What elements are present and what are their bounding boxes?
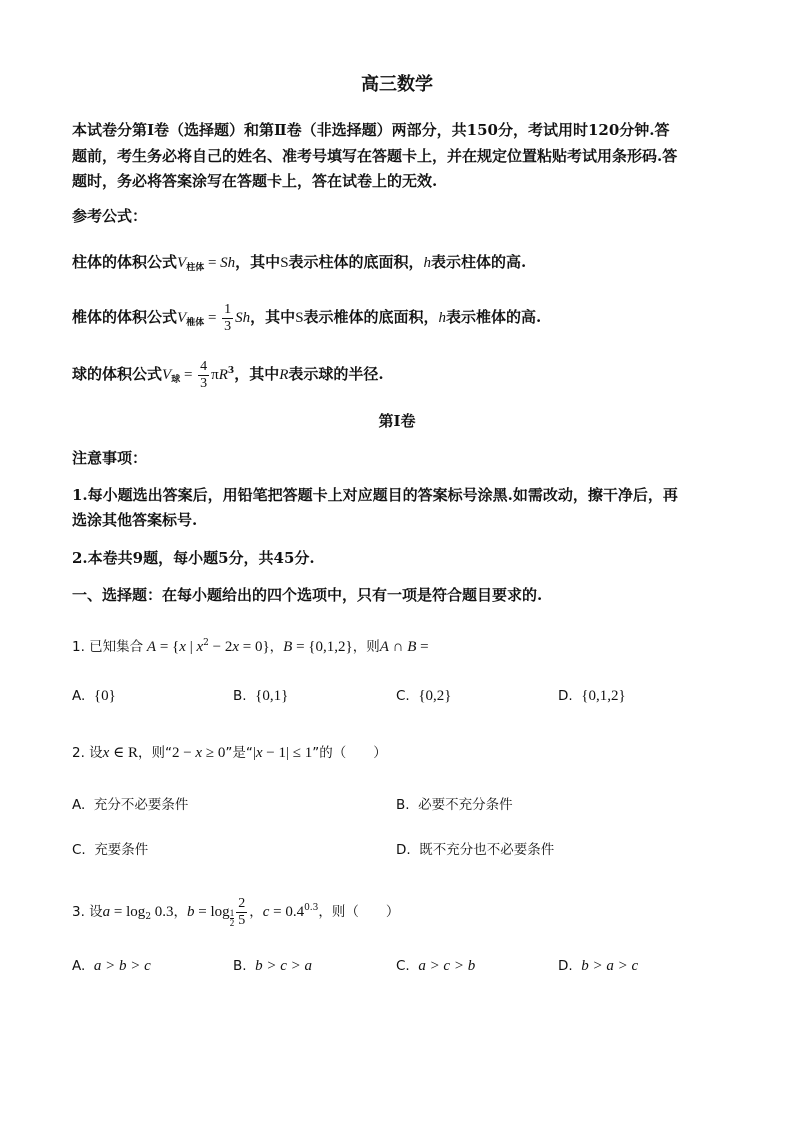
q3-option-a[interactable]: A. a > b > c xyxy=(72,958,151,974)
formula-prism-post: ，其中 xyxy=(235,253,281,271)
formula-pyramid: 椎体的体积公式$V_{椎体}$ = $\frac{1}{3}$ Sh，其中S表示椎体的底面积，h表示椎体的高. xyxy=(72,301,542,334)
notice-2: 2.本卷共9题，每小题5分，共45分. xyxy=(72,549,315,567)
notice-heading: 注意事项： xyxy=(72,449,148,467)
page-title: 高三数学 xyxy=(361,74,433,95)
q1-option-c[interactable]: C. {0,2} xyxy=(396,688,452,704)
question-2-stem: 2. 设x ∈ R，则“2 − x ≥ 0”是“|x − 1| ≤ 1”的（ ） xyxy=(72,745,387,761)
formula-sphere-pre: 球的体积公式 xyxy=(72,365,163,383)
formula-sphere: 球的体积公式$V_球$ = $\frac{4}{3}$ $\pi R^3$，其中R表示球的半径. xyxy=(72,358,384,391)
q2-option-a[interactable]: A. 充分不必要条件 xyxy=(72,797,189,813)
notice-1-line-2: 选涂其他答案标号. xyxy=(72,511,198,529)
part-heading: 一、选择题：在每小题给出的四个选项中，只有一项是符合题目要求的. xyxy=(72,586,543,604)
q3-option-b[interactable]: B. b > c > a xyxy=(233,958,313,974)
formula-pyramid-pre: 椎体的体积公式 xyxy=(72,308,178,326)
intro-line-1: 本试卷分第Ⅰ卷（选择题）和第Ⅱ卷（非选择题）两部分，共150分，考试用时120分钟.答 xyxy=(72,121,670,139)
q2-option-c[interactable]: C. 充要条件 xyxy=(72,842,149,858)
intro-line-3: 题时，务必将答案涂写在答题卡上，答在试卷上的无效. xyxy=(72,172,438,190)
question-3-stem: 3. 设$a = \log_2 0.3$，b = log $\frac{1}{2}$ $\frac{2}{5}$ ，$c = 0.4^{0.3}$，则（ ） xyxy=(72,895,400,928)
q2-option-d[interactable]: D. 既不充分也不必要条件 xyxy=(396,842,555,858)
question-1-stem: 1. 已知集合 A = {x | $x^2 - 2x = 0$}，B = {0,1,2}，则A ∩ B = xyxy=(72,638,429,655)
q2-option-b[interactable]: B. 必要不充分条件 xyxy=(396,797,513,813)
q1-option-d[interactable]: D. {0,1,2} xyxy=(558,688,626,704)
section-title: 第Ⅰ卷 xyxy=(378,412,416,430)
intro-line-2: 题前，考生务必将自己的姓名、准考号填写在答题卡上，并在规定位置粘贴考试用条形码.答 xyxy=(72,147,678,165)
q1-option-a[interactable]: A. {0} xyxy=(72,688,116,704)
formula-prism: 柱体的体积公式$V_{柱体} = Sh$，其中S表示柱体的底面积，h表示柱体的高. xyxy=(72,253,527,273)
q3-option-d[interactable]: D. b > a > c xyxy=(558,958,639,974)
q3-option-c[interactable]: C. a > c > b xyxy=(396,958,476,974)
formula-heading: 参考公式： xyxy=(72,207,148,225)
formula-prism-pre: 柱体的体积公式 xyxy=(72,253,178,271)
q1-option-b[interactable]: B. {0,1} xyxy=(233,688,289,704)
notice-1-line-1: 1.每小题选出答案后，用铅笔把答题卡上对应题目的答案标号涂黑.如需改动，擦干净后，再 xyxy=(72,486,678,504)
